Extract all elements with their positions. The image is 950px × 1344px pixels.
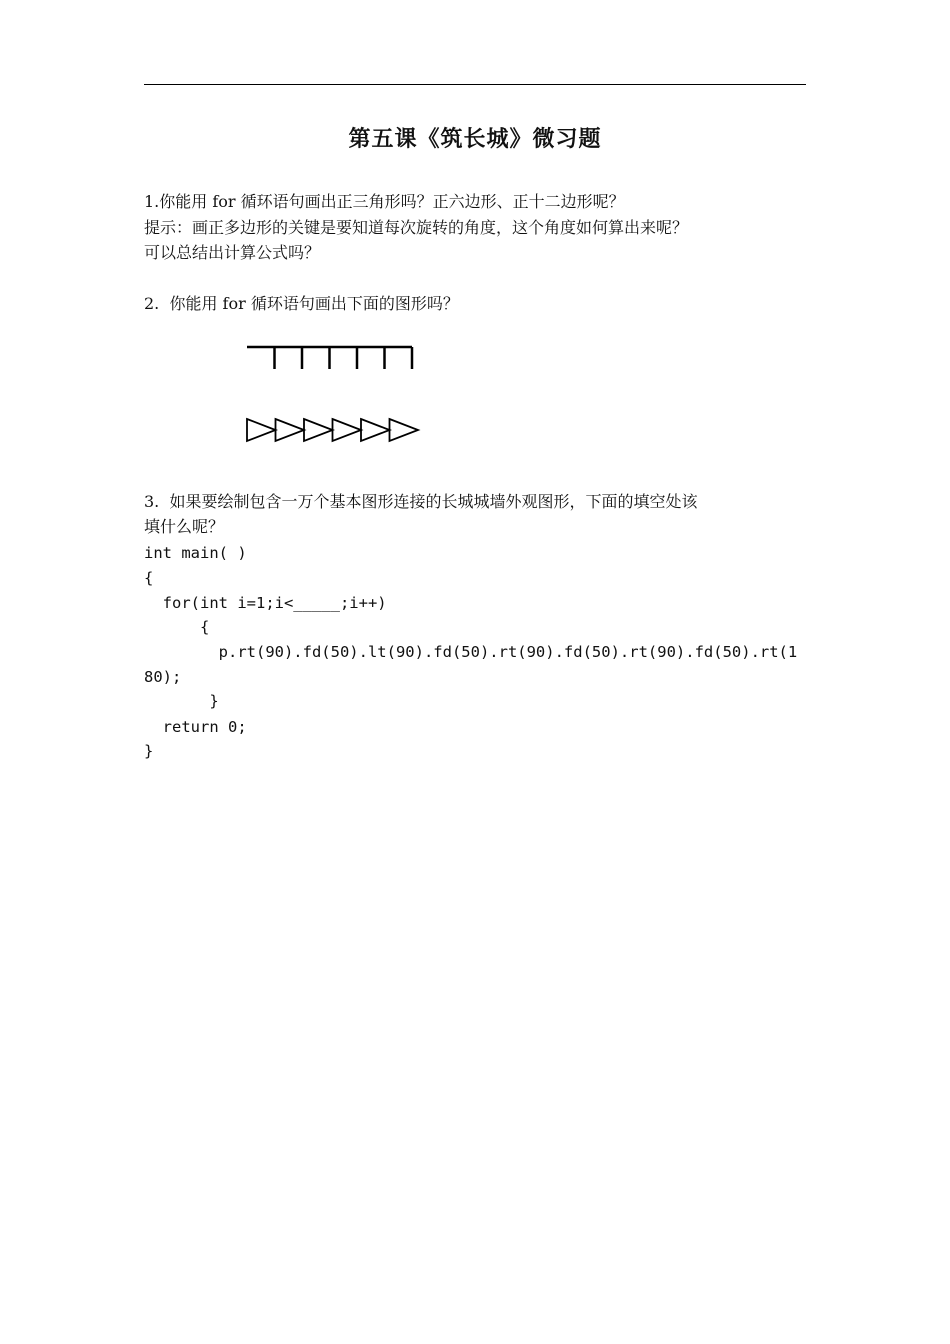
wall-figure [246, 344, 416, 372]
triangle-shape [276, 419, 305, 441]
question-3-text: 3. 如果要绘制包含一万个基本图形连接的长城城墙外观图形，下面的填空处该 [144, 492, 698, 511]
triangle-shape [390, 419, 419, 441]
triangle-shape [247, 419, 276, 441]
triangle-shape [333, 419, 362, 441]
question-1-text: 1.你能用 for 循环语句画出正三角形吗？正六边形、正十二边形呢？ [144, 192, 625, 211]
code-line: p.rt(90).fd(50).lt(90).fd(50).rt(90).fd(50).rt(90).fd(50).rt(1 [144, 643, 798, 661]
page-title: 第五课《筑长城》微习题 [348, 127, 602, 152]
code-line: return 0; [144, 718, 247, 736]
triangle-row-figure [246, 417, 421, 445]
code-line: 80); [144, 668, 182, 686]
triangle-shape [361, 419, 390, 441]
code-line: { [144, 618, 210, 636]
question-1-hint-continued: 可以总结出计算公式吗？ [144, 243, 321, 262]
question-1-hint: 提示：画正多边形的关键是要知道每次旋转的角度，这个角度如何算出来呢？ [144, 218, 689, 237]
triangle-shape [304, 419, 333, 441]
code-line: } [144, 692, 219, 710]
header-rule [144, 84, 806, 85]
code-line: { [144, 569, 154, 587]
code-line: } [144, 742, 154, 760]
code-line: int main( ) [144, 544, 247, 562]
code-line: for(int i=1;i<_____;i++) [144, 594, 387, 612]
question-2-text: 2. 你能用 for 循环语句画出下面的图形吗？ [144, 294, 459, 313]
question-3-text-continued: 填什么呢？ [144, 517, 225, 536]
